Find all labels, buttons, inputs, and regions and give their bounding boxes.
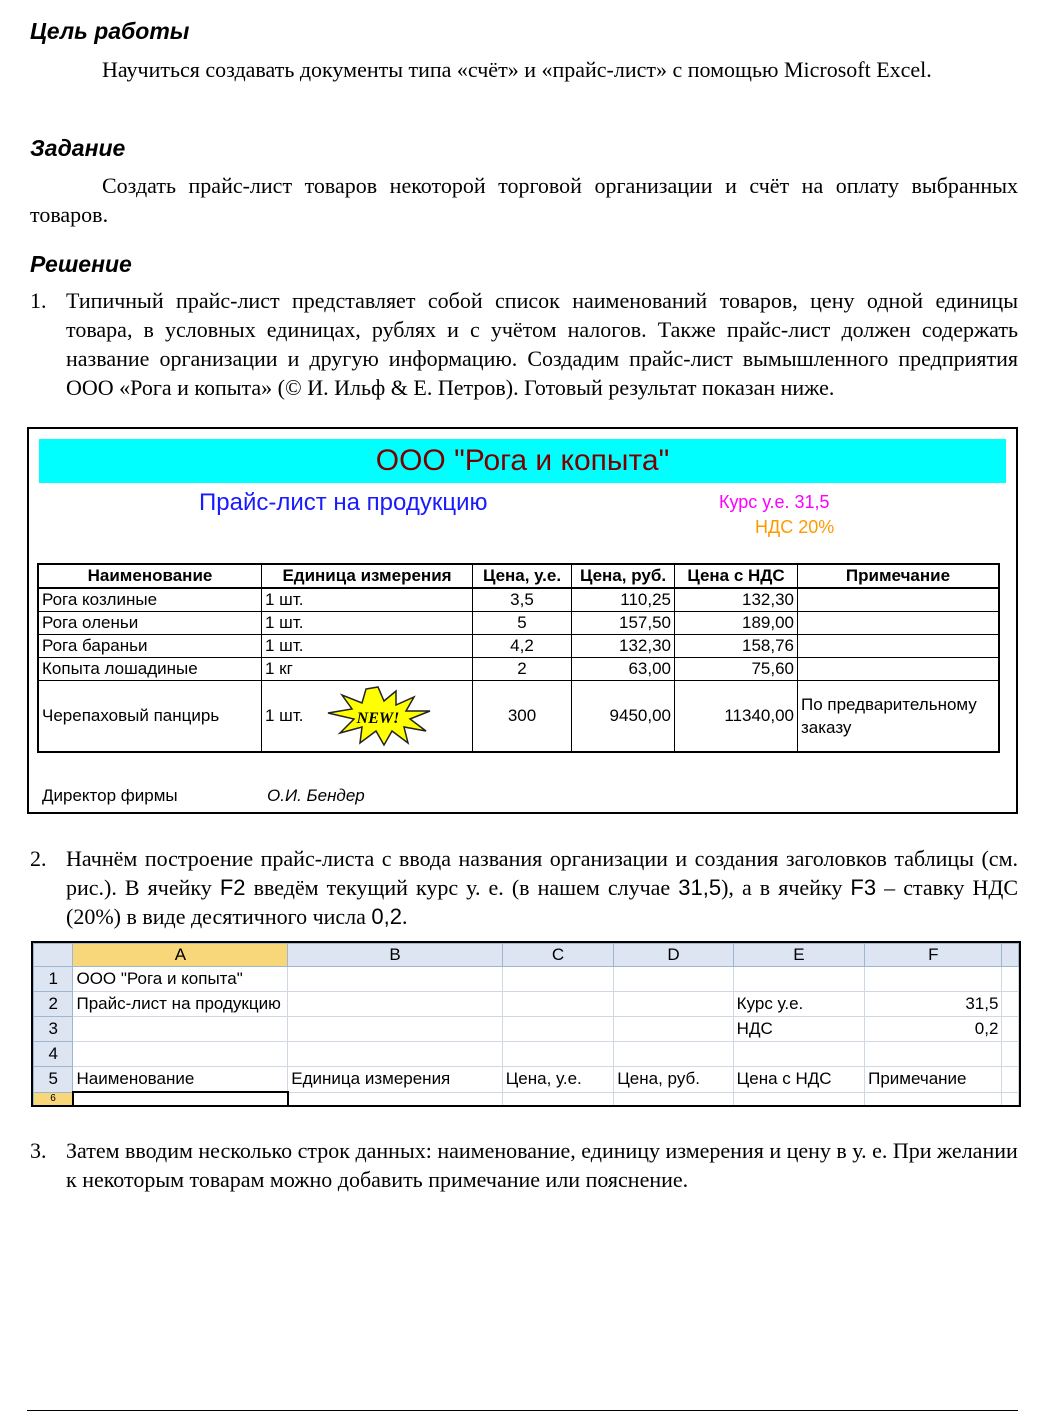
director-label: Директор фирмы [42, 786, 178, 805]
cell: 63,00 [572, 658, 675, 681]
step-text: Типичный прайс-лист представляет собой список наименований товаров, цену одной единицы товара, в условных единицах, рублях и с учётом налогов. Также прайс-лист должен содержать название организации и другую информацию. Создадим прайс-лист вымышленного предприятия ООО «Рога и копыта» (© И. Ильф & Е. Петров). Готовый результат показан ниже. [66, 288, 1018, 400]
cell: 110,25 [572, 588, 675, 612]
step-text: Затем вводим несколько строк данных: наименование, единицу измерения и цену в у. е. При желании к некоторым товарам можно добавить примечание или пояснение. [66, 1138, 1018, 1192]
cell-b3[interactable] [288, 1017, 502, 1042]
cell [798, 612, 1000, 635]
cell: Копыта лошадиные [38, 658, 262, 681]
column-header-c[interactable]: C [502, 944, 614, 967]
cell: 132,30 [675, 588, 798, 612]
cell-b2[interactable] [288, 992, 502, 1017]
footer-rule [27, 1410, 1018, 1411]
cell-c4[interactable] [502, 1042, 614, 1067]
cell: 189,00 [675, 612, 798, 635]
step-number: 2. [30, 846, 47, 871]
step-1 [30, 286, 1018, 402]
new-badge-text: NEW! [356, 710, 400, 727]
cell-c2[interactable] [502, 992, 614, 1017]
row-header[interactable]: 1 [34, 967, 73, 992]
cell: 158,76 [675, 635, 798, 658]
table-row [38, 612, 999, 635]
cell-ref: F3 [850, 875, 877, 900]
new-badge-icon [322, 685, 434, 747]
goal-text: Научиться создавать документы типа «счёт» и «прайс-лист» с помощью Microsoft Excel. [102, 57, 932, 82]
cell-b6[interactable] [288, 1092, 502, 1107]
column-header-e[interactable]: E [733, 944, 864, 967]
step-number: 1. [30, 288, 47, 313]
column-header-a[interactable]: A [73, 944, 288, 967]
step-text: Начнём построение прайс-листа с ввода названия организации и создания заголовков таблицы (см. рис.). В ячейку F2 введём текущий курс у. е. (в нашем случае 31,5), а в ячейку F3 – ставку НДС (20%) в виде десятичного числа 0,2. [66, 846, 1019, 929]
cell-f1[interactable] [865, 967, 1002, 992]
cell-note: По предварительному заказу [798, 681, 1000, 753]
cell: 1 кг [262, 658, 473, 681]
cell-e2[interactable]: Курс у.е. [733, 992, 864, 1017]
price-table [37, 563, 1000, 753]
step-3 [30, 1136, 1018, 1194]
cell: 11340,00 [675, 681, 798, 753]
cell-a4[interactable] [73, 1042, 288, 1067]
cell-d6[interactable] [614, 1092, 733, 1107]
table-row [38, 658, 999, 681]
cell: 1 шт. [262, 635, 473, 658]
grid-row [34, 1017, 1019, 1042]
row-header[interactable]: 2 [34, 992, 73, 1017]
cell: 1 шт. [262, 612, 473, 635]
cell: Черепаховый панцирь [38, 681, 262, 753]
cell-a2[interactable]: Прайс-лист на продукцию [73, 992, 288, 1017]
step-number: 3. [30, 1138, 47, 1163]
cell-e4[interactable] [733, 1042, 864, 1067]
column-header-d[interactable]: D [614, 944, 733, 967]
cell-c6[interactable] [502, 1092, 614, 1107]
cell: 1 шт. [262, 588, 473, 612]
col-header: Цена с НДС [675, 564, 798, 588]
solution-heading: Решение [30, 251, 132, 277]
column-header-b[interactable]: B [288, 944, 502, 967]
column-header-f[interactable]: F [865, 944, 1002, 967]
cell-text: 1 шт. [265, 706, 304, 725]
cell-c3[interactable] [502, 1017, 614, 1042]
spreadsheet-figure [31, 941, 1021, 1107]
cell-with-badge [262, 681, 473, 753]
org-name-banner: ООО "Рога и копыта" [39, 439, 1006, 483]
cell-d2[interactable] [614, 992, 733, 1017]
step-2 [30, 844, 1018, 931]
cell-f5[interactable]: Примечание [865, 1067, 1002, 1093]
cell-d1[interactable] [614, 967, 733, 992]
cell [798, 588, 1000, 612]
cell-a3[interactable] [73, 1017, 288, 1042]
row-header[interactable]: 6 [34, 1092, 73, 1107]
cell-d5[interactable]: Цена, руб. [614, 1067, 733, 1093]
cell-e3[interactable]: НДС [733, 1017, 864, 1042]
cell: 157,50 [572, 612, 675, 635]
grid-row [34, 992, 1019, 1017]
vat-label: НДС 20% [755, 517, 835, 537]
cell-a1[interactable]: ООО "Рога и копыта" [73, 967, 288, 992]
exchange-rate-label: Курс у.е. 31,5 [719, 492, 830, 512]
cell-f4[interactable] [865, 1042, 1002, 1067]
cell: 5 [473, 612, 572, 635]
cell-d4[interactable] [614, 1042, 733, 1067]
cell-b5[interactable]: Единица измерения [288, 1067, 502, 1093]
cell-a6-selected[interactable] [73, 1092, 288, 1107]
cell-f6[interactable] [865, 1092, 1002, 1107]
cell: Рога козлиные [38, 588, 262, 612]
cell [798, 658, 1000, 681]
cell: Рога оленьи [38, 612, 262, 635]
corner-cell[interactable] [34, 944, 73, 967]
cell: 132,30 [572, 635, 675, 658]
cell-ref: F2 [219, 875, 246, 900]
cell-e1[interactable] [733, 967, 864, 992]
cell: 300 [473, 681, 572, 753]
cell-e5[interactable]: Цена с НДС [733, 1067, 864, 1093]
cell: 2 [473, 658, 572, 681]
price-list-figure [27, 427, 1018, 814]
col-header: Цена, руб. [572, 564, 675, 588]
col-header: Цена, у.е. [473, 564, 572, 588]
column-header-extra [1002, 944, 1019, 967]
grid-row [34, 1092, 1019, 1107]
task-text: Создать прайс-лист товаров некоторой торговой организации и счёт на оплату выбранных товаров. [30, 173, 1018, 227]
cell-f3[interactable]: 0,2 [865, 1017, 1002, 1042]
row-header[interactable]: 4 [34, 1042, 73, 1067]
value: 0,2 [371, 904, 403, 929]
cell: 3,5 [473, 588, 572, 612]
col-header: Примечание [798, 564, 1000, 588]
director-name: О.И. Бендер [267, 786, 365, 805]
table-row [38, 681, 999, 753]
spreadsheet-grid [33, 943, 1019, 1107]
col-header: Наименование [38, 564, 262, 588]
col-header: Единица измерения [262, 564, 473, 588]
cell-d3[interactable] [614, 1017, 733, 1042]
price-list-subtitle: Прайс-лист на продукцию [199, 489, 488, 516]
row-header[interactable]: 5 [34, 1067, 73, 1093]
table-row [38, 635, 999, 658]
goal-heading: Цель работы [30, 18, 190, 44]
table-row [38, 588, 999, 612]
cell: 9450,00 [572, 681, 675, 753]
grid-row [34, 967, 1019, 992]
cell-e6[interactable] [733, 1092, 864, 1107]
grid-row [34, 1067, 1019, 1093]
cell: 4,2 [473, 635, 572, 658]
row-header[interactable]: 3 [34, 1017, 73, 1042]
cell-c5[interactable]: Цена, у.е. [502, 1067, 614, 1093]
value: 31,5 [678, 875, 722, 900]
task-heading: Задание [30, 135, 126, 161]
cell [798, 635, 1000, 658]
cell-f2[interactable]: 31,5 [865, 992, 1002, 1017]
cell-c1[interactable] [502, 967, 614, 992]
cell-b1[interactable] [288, 967, 502, 992]
grid-row [34, 1042, 1019, 1067]
cell-b4[interactable] [288, 1042, 502, 1067]
price-table-header [38, 564, 999, 588]
cell: Рога бараньи [38, 635, 262, 658]
cell-a5[interactable]: Наименование [73, 1067, 288, 1093]
cell: 75,60 [675, 658, 798, 681]
column-header-row [34, 944, 1019, 967]
